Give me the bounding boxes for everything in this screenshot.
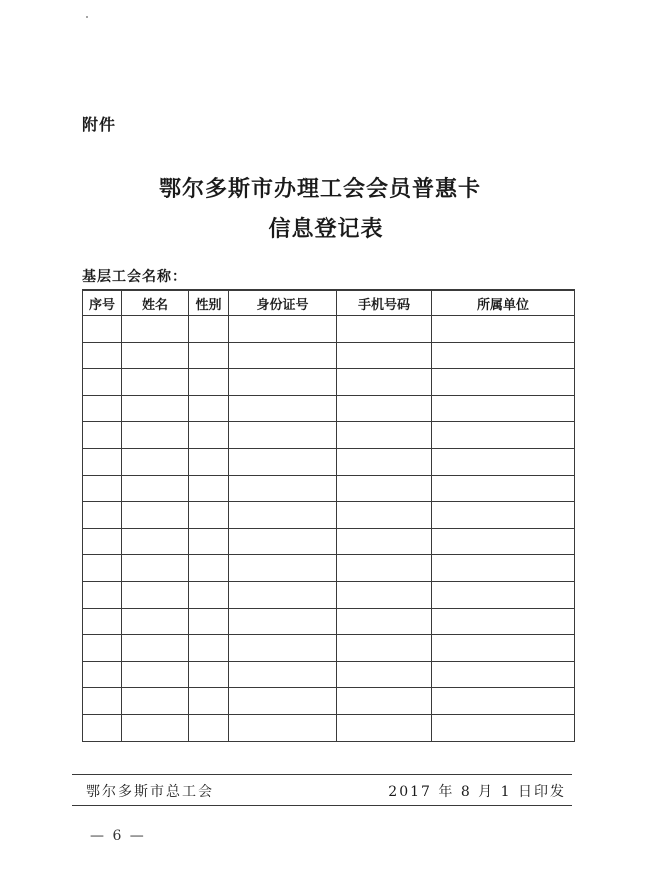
table-row	[83, 422, 575, 449]
cell-id-number[interactable]	[229, 688, 337, 715]
cell-work-unit[interactable]	[432, 369, 575, 396]
cell-gender[interactable]	[189, 475, 229, 502]
cell-gender[interactable]	[189, 528, 229, 555]
cell-work-unit[interactable]	[432, 502, 575, 529]
cell-id-number[interactable]	[229, 608, 337, 635]
cell-serial-number[interactable]	[83, 342, 122, 369]
footer-issuer: 鄂尔多斯市总工会	[86, 784, 214, 800]
cell-id-number[interactable]	[229, 661, 337, 688]
table-row	[83, 395, 575, 422]
cell-name[interactable]	[122, 661, 189, 688]
cell-serial-number[interactable]	[83, 528, 122, 555]
cell-id-number[interactable]	[229, 369, 337, 396]
cell-name[interactable]	[122, 342, 189, 369]
cell-phone-number[interactable]	[337, 342, 432, 369]
header-phone-number: 手机号码	[337, 290, 432, 316]
cell-phone-number[interactable]	[337, 688, 432, 715]
cell-gender[interactable]	[189, 502, 229, 529]
table-row	[83, 555, 575, 582]
cell-gender[interactable]	[189, 555, 229, 582]
page-number: — 6 —	[90, 828, 146, 844]
table-row	[83, 369, 575, 396]
cell-id-number[interactable]	[229, 581, 337, 608]
cell-serial-number[interactable]	[83, 475, 122, 502]
cell-gender[interactable]	[189, 661, 229, 688]
cell-name[interactable]	[122, 581, 189, 608]
cell-gender[interactable]	[189, 581, 229, 608]
cell-work-unit[interactable]	[432, 422, 575, 449]
cell-serial-number[interactable]	[83, 635, 122, 662]
cell-name[interactable]	[122, 714, 189, 741]
table-row	[83, 342, 575, 369]
cell-gender[interactable]	[189, 369, 229, 396]
table-row	[83, 475, 575, 502]
cell-name[interactable]	[122, 369, 189, 396]
cell-name[interactable]	[122, 395, 189, 422]
table-row	[83, 502, 575, 529]
cell-serial-number[interactable]	[83, 369, 122, 396]
cell-phone-number[interactable]	[337, 422, 432, 449]
cell-serial-number[interactable]	[83, 448, 122, 475]
cell-name[interactable]	[122, 316, 189, 343]
registration-table	[82, 289, 575, 742]
cell-serial-number[interactable]	[83, 608, 122, 635]
cell-phone-number[interactable]	[337, 316, 432, 343]
union-name-label: 基层工会名称：	[82, 269, 187, 285]
cell-id-number[interactable]	[229, 342, 337, 369]
cell-name[interactable]	[122, 635, 189, 662]
cell-phone-number[interactable]	[337, 395, 432, 422]
cell-gender[interactable]	[189, 688, 229, 715]
cell-work-unit[interactable]	[432, 661, 575, 688]
table-row	[83, 581, 575, 608]
cell-work-unit[interactable]	[432, 581, 575, 608]
cell-phone-number[interactable]	[337, 502, 432, 529]
header-id-number: 身份证号	[229, 290, 337, 316]
cell-work-unit[interactable]	[432, 395, 575, 422]
cell-serial-number[interactable]	[83, 581, 122, 608]
header-name: 姓名	[122, 290, 189, 316]
cell-gender[interactable]	[189, 422, 229, 449]
header-serial-number: 序号	[83, 290, 122, 316]
cell-serial-number[interactable]	[83, 661, 122, 688]
cell-name[interactable]	[122, 475, 189, 502]
cell-work-unit[interactable]	[432, 316, 575, 343]
cell-gender[interactable]	[189, 714, 229, 741]
cell-work-unit[interactable]	[432, 342, 575, 369]
cell-work-unit[interactable]	[432, 555, 575, 582]
cell-gender[interactable]	[189, 448, 229, 475]
cell-name[interactable]	[122, 555, 189, 582]
table-row	[83, 661, 575, 688]
cell-phone-number[interactable]	[337, 661, 432, 688]
cell-id-number[interactable]	[229, 395, 337, 422]
cell-id-number[interactable]	[229, 502, 337, 529]
cell-name[interactable]	[122, 608, 189, 635]
cell-name[interactable]	[122, 502, 189, 529]
cell-name[interactable]	[122, 422, 189, 449]
cell-phone-number[interactable]	[337, 528, 432, 555]
cell-serial-number[interactable]	[83, 555, 122, 582]
cell-gender[interactable]	[189, 316, 229, 343]
cell-id-number[interactable]	[229, 714, 337, 741]
cell-id-number[interactable]	[229, 555, 337, 582]
cell-serial-number[interactable]	[83, 714, 122, 741]
cell-phone-number[interactable]	[337, 714, 432, 741]
cell-gender[interactable]	[189, 395, 229, 422]
footer-rule-top	[72, 774, 572, 775]
footer-rule-bottom	[72, 805, 572, 806]
cell-phone-number[interactable]	[337, 581, 432, 608]
cell-phone-number[interactable]	[337, 635, 432, 662]
document-title-line-2: 信息登记表	[268, 216, 384, 242]
cell-phone-number[interactable]	[337, 475, 432, 502]
header-work-unit: 所属单位	[432, 290, 575, 316]
cell-serial-number[interactable]	[83, 395, 122, 422]
document-title-line-1: 鄂尔多斯市办理工会会员普惠卡	[158, 176, 481, 202]
scan-speck	[86, 16, 88, 18]
cell-phone-number[interactable]	[337, 369, 432, 396]
cell-work-unit[interactable]	[432, 608, 575, 635]
cell-work-unit[interactable]	[432, 475, 575, 502]
cell-gender[interactable]	[189, 608, 229, 635]
cell-work-unit[interactable]	[432, 714, 575, 741]
table-header-row	[83, 290, 575, 316]
cell-id-number[interactable]	[229, 448, 337, 475]
table-row	[83, 635, 575, 662]
cell-id-number[interactable]	[229, 422, 337, 449]
table-row	[83, 316, 575, 343]
cell-serial-number[interactable]	[83, 422, 122, 449]
table-row	[83, 608, 575, 635]
cell-phone-number[interactable]	[337, 608, 432, 635]
cell-gender[interactable]	[189, 635, 229, 662]
table-row	[83, 528, 575, 555]
cell-work-unit[interactable]	[432, 688, 575, 715]
cell-id-number[interactable]	[229, 316, 337, 343]
table-body	[83, 316, 575, 742]
table-row	[83, 688, 575, 715]
cell-work-unit[interactable]	[432, 448, 575, 475]
footer-issue-date: 2017 年 8 月 1 日印发	[388, 784, 566, 800]
cell-serial-number[interactable]	[83, 688, 122, 715]
table-row	[83, 448, 575, 475]
cell-phone-number[interactable]	[337, 448, 432, 475]
cell-serial-number[interactable]	[83, 316, 122, 343]
cell-work-unit[interactable]	[432, 635, 575, 662]
cell-work-unit[interactable]	[432, 528, 575, 555]
header-gender: 性别	[189, 290, 229, 316]
cell-id-number[interactable]	[229, 635, 337, 662]
cell-gender[interactable]	[189, 342, 229, 369]
cell-id-number[interactable]	[229, 475, 337, 502]
cell-name[interactable]	[122, 528, 189, 555]
cell-name[interactable]	[122, 688, 189, 715]
cell-serial-number[interactable]	[83, 502, 122, 529]
cell-phone-number[interactable]	[337, 555, 432, 582]
table-row	[83, 714, 575, 741]
attachment-label: 附件	[82, 115, 117, 134]
cell-id-number[interactable]	[229, 528, 337, 555]
cell-name[interactable]	[122, 448, 189, 475]
